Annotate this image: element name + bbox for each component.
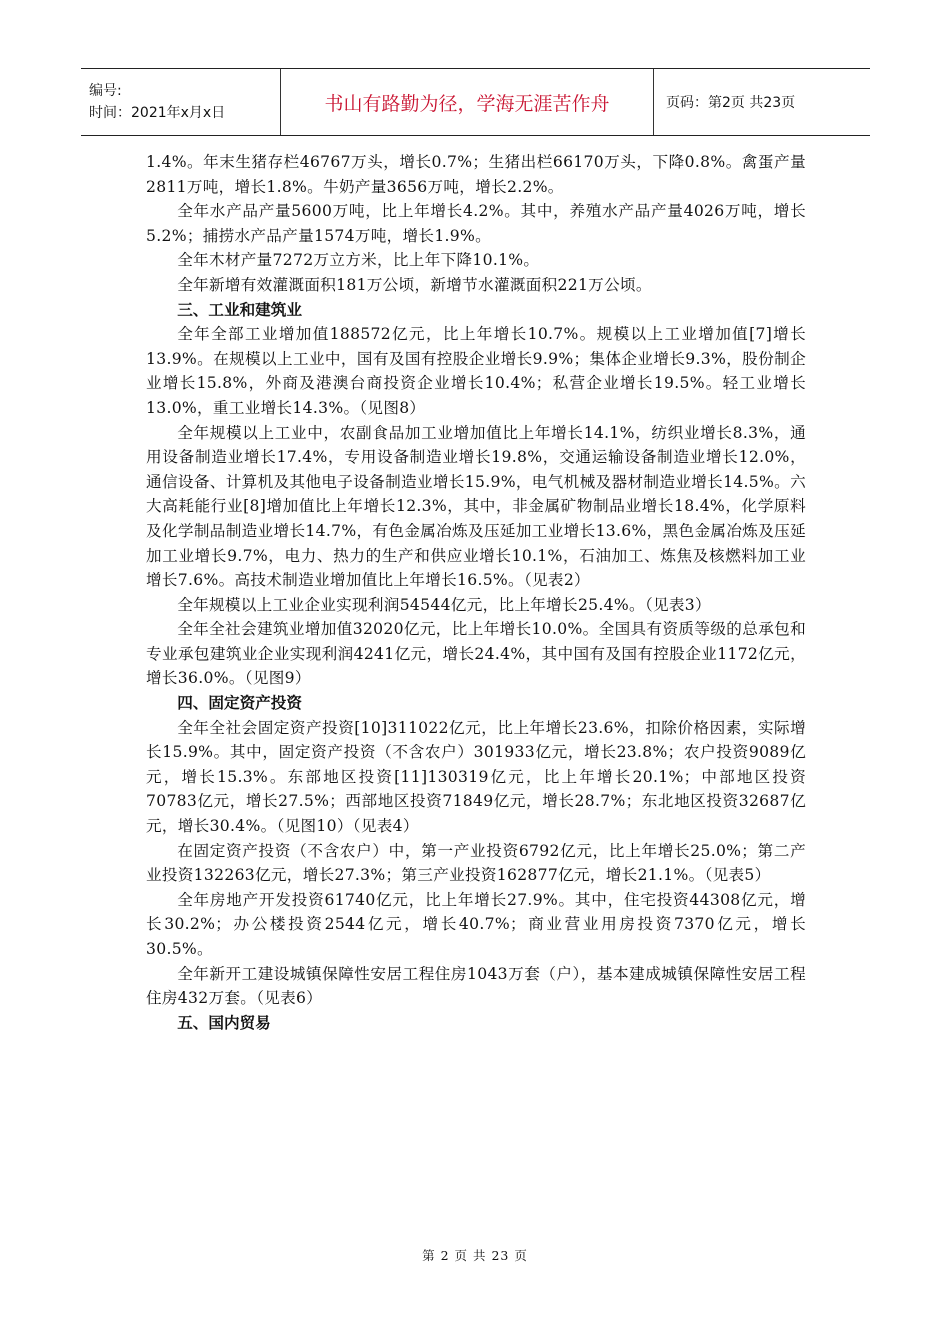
section-heading-domestic-trade: 五、国内贸易 — [177, 1013, 271, 1032]
document-body — [146, 150, 806, 1035]
paragraph: 全年新增有效灌溉面积181万公顷，新增节水灌溉面积221万公顷。 — [177, 275, 652, 294]
paragraph: 全年房地产开发投资61740亿元，比上年增长27.9%。其中，住宅投资44308亿元，增长30.2%；办公楼投资2544亿元，增长40.7%；商业营业用房投资7370亿元，增长30.5%。 — [146, 890, 806, 958]
paragraph: 全年全社会建筑业增加值32020亿元，比上年增长10.0%。全国具有资质等级的总承包和专业承包建筑业企业实现利润4241亿元，增长24.4%，其中国有及国有控股企业1172亿元，增长36.0%。（见图9） — [146, 620, 806, 688]
paragraph: 1.4%。年末生猪存栏46767万头，增长0.7%；生猪出栏66170万头，下降0.8%。禽蛋产量2811万吨，增长1.8%。牛奶产量3656万吨，增长2.2%。 — [146, 153, 806, 196]
paragraph: 在固定资产投资（不含农户）中，第一产业投资6792亿元，比上年增长25.0%；第二产业投资132263亿元，增长27.3%；第三产业投资162877亿元，增长21.1%。（见表5） — [146, 841, 806, 885]
page-header — [81, 68, 870, 136]
paragraph: 全年水产品产量5600万吨，比上年增长4.2%。其中，养殖水产品产量4026万吨，增长5.2%；捕捞水产品产量1574万吨，增长1.9%。 — [146, 202, 806, 245]
section-heading-industry: 三、工业和建筑业 — [177, 300, 302, 319]
page-footer: 第 2 页 共 23 页 — [422, 1248, 528, 1263]
section-heading-fixed-assets: 四、固定资产投资 — [177, 694, 302, 713]
paragraph: 全年全社会固定资产投资[10]311022亿元，比上年增长23.6%，扣除价格因素，实际增长15.9%。其中，固定资产投资（不含农户）301933亿元，增长23.8%；农户投资9089亿元，增长15.3%。东部地区投资[11]130319亿元，比上年增长20.1%；中部地区投资70783亿元，增长27.5%；西部地区投资71849亿元，增长28.7%；东北地区投资32687亿元，增长30.4%。（见图10）（见表4） — [146, 718, 806, 836]
paragraph: 全年全部工业增加值188572亿元，比上年增长10.7%。规模以上工业增加值[7]增长13.9%。在规模以上工业中，国有及国有控股企业增长9.9%；集体企业增长9.3%，股份制企业增长15.8%，外商及港澳台商投资企业增长10.4%；私营企业增长19.5%。轻工业增长13.0%，重工业增长14.3%。（见图8） — [146, 325, 806, 417]
header-page-number: 页码：第2页 共23页 — [666, 95, 796, 111]
paragraph: 全年规模以上工业中，农副食品加工业增加值比上年增长14.1%，纺织业增长8.3%，通用设备制造业增长17.4%，专用设备制造业增长19.8%，交通运输设备制造业增长12.0%，通信设备、计算机及其他电子设备制造业增长15.9%，电气机械及器材制造业增长14.5%。六大高耗能行业[8]增加值比上年增长12.3%，其中，非金属矿物制品业增长18.4%，化学原料及化学制品制造业增长14.7%，有色金属冶炼及压延加工业增长13.6%，黑色金属冶炼及压延加工业增长9.7%，电力、热力的生产和供应业增长10.1%，石油加工、炼焦及核燃料加工业增长7.6%。高技术制造业增加值比上年增长16.5%。（见表2） — [146, 423, 806, 590]
paragraph: 全年木材产量7272万立方米，比上年下降10.1%。 — [177, 251, 540, 270]
header-motto: 书山有路勤为径，学海无涯苦作舟 — [281, 69, 654, 135]
header-meta — [81, 69, 281, 135]
document-time-label: 时间：2021年x月x日 — [89, 105, 226, 121]
paragraph: 全年新开工建设城镇保障性安居工程住房1043万套（户），基本建成城镇保障性安居工程住房432万套。（见表6） — [146, 964, 806, 1008]
paragraph: 全年规模以上工业企业实现利润54544亿元，比上年增长25.4%。（见表3） — [177, 595, 711, 614]
document-number-label: 编号: — [89, 83, 122, 99]
